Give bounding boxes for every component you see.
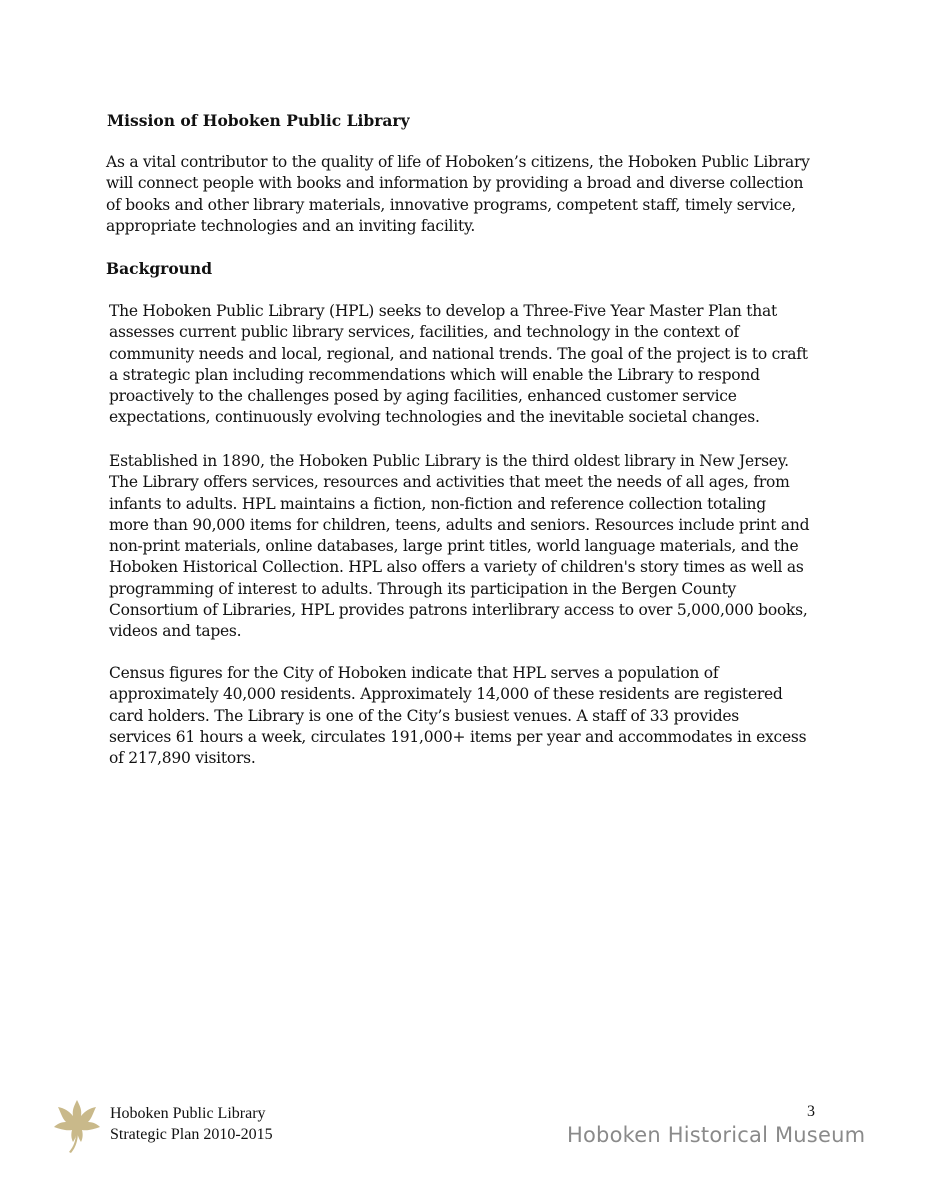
text-line: Hoboken Historical Collection. HPL also offers a variety of children's story times as well as	[109, 558, 804, 577]
background-paragraph-1	[109, 301, 839, 429]
text-line: The Hoboken Public Library (HPL) seeks to develop a Three-Five Year Master Plan that	[109, 302, 777, 320]
text-line: services 61 hours a week, circulates 191,000+ items per year and accommodates in excess	[109, 727, 807, 746]
text-line: expectations, continuously evolving technologies and the inevitable societal changes.	[109, 408, 760, 427]
mission-heading: Mission of Hoboken Public Library	[107, 111, 410, 130]
text-line: videos and tapes.	[109, 622, 242, 641]
text-line: infants to adults. HPL maintains a fiction, non-fiction and reference collection totaling	[109, 494, 766, 513]
text-line: of books and other library materials, innovative programs, competent staff, timely service,	[106, 195, 796, 214]
text-line: card holders. The Library is one of the City’s busiest venues. A staff of 33 provides	[109, 706, 740, 725]
mission-paragraph	[106, 152, 836, 237]
text-line: Census figures for the City of Hoboken indicate that HPL serves a population of	[109, 664, 719, 682]
text-line: assesses current public library services, facilities, and technology in the context of	[109, 323, 740, 342]
text-line: non-print materials, online databases, large print titles, world language materials, and the	[109, 537, 799, 556]
text-line: As a vital contributor to the quality of life of Hoboken’s citizens, the Hoboken Public Library	[106, 153, 810, 171]
background-paragraph-3	[109, 663, 839, 769]
footer-title-block	[110, 1103, 273, 1145]
text-line: approximately 40,000 residents. Approximately 14,000 of these residents are registered	[109, 685, 783, 704]
text-line: appropriate technologies and an inviting facility.	[106, 216, 476, 235]
text-line: programming of interest to adults. Through its participation in the Bergen County	[109, 579, 737, 598]
text-line: will connect people with books and information by providing a broad and diverse collection	[106, 174, 804, 193]
watermark: Hoboken Historical Museum	[567, 1123, 866, 1147]
text-line: proactively to the challenges posed by aging facilities, enhanced customer service	[109, 387, 737, 406]
footer-line-1: Hoboken Public Library	[110, 1105, 266, 1122]
background-heading: Background	[106, 259, 213, 278]
leaf-icon	[52, 1096, 102, 1154]
background-paragraph-2	[109, 451, 839, 643]
footer-line-2: Strategic Plan 2010-2015	[110, 1126, 273, 1143]
text-line: Established in 1890, the Hoboken Public Library is the third oldest library in New Jersey.	[109, 452, 789, 470]
text-line: Consortium of Libraries, HPL provides patrons interlibrary access to over 5,000,000 books,	[109, 601, 808, 620]
text-line: The Library offers services, resources and activities that meet the needs of all ages, from	[109, 473, 790, 492]
text-line: community needs and local, regional, and national trends. The goal of the project is to craft	[109, 344, 808, 363]
page-number: 3	[807, 1103, 815, 1120]
text-line: a strategic plan including recommendations which will enable the Library to respond	[109, 365, 760, 384]
text-line: of 217,890 visitors.	[109, 749, 256, 768]
text-line: more than 90,000 items for children, teens, adults and seniors. Resources include print and	[109, 515, 810, 534]
